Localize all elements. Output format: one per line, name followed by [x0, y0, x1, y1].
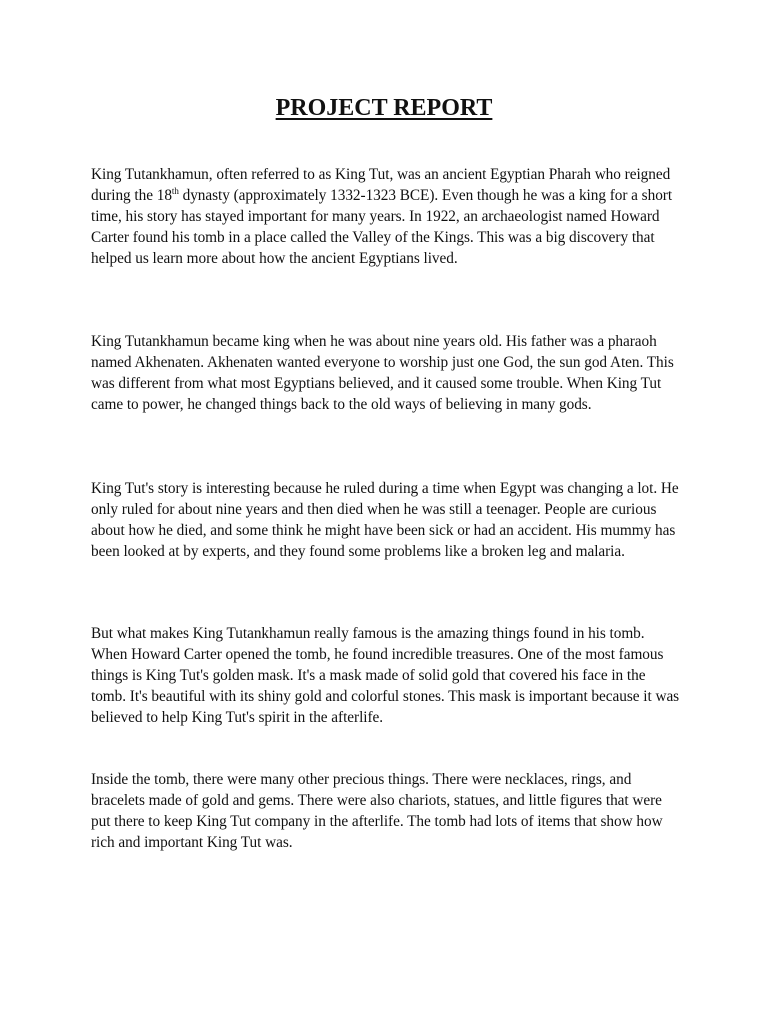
paragraph-tomb-treasures: Inside the tomb, there were many other precious things. There were necklaces, rings, and bracelets made of gold and gems. There were also chariots, statues, and little figures that were put there to keep King Tut company in the afterlife. The tomb had lots of items that show how rich and important King Tut was.: [91, 771, 663, 851]
paragraph-golden-mask: But what makes King Tutankhamun really famous is the amazing things found in his tomb. When Howard Carter opened the tomb, he found incredible treasures. One of the most famous things is King Tut's golden mask. It's a mask made of solid gold that covered his face in the tomb. It's beautiful with its shiny gold and colorful stones. This mask is important because it was believed to help King Tut's spirit in the afterlife.: [91, 625, 680, 726]
paragraph-reign-and-death: King Tut's story is interesting because he ruled during a time when Egypt was changing a lot. He only ruled for about nine years and then died when he was still a teenager. People are curious about how he died, and some think he might have been sick or had an accident. His mummy has been looked at by experts, and they found some problems like a broken leg and malaria.: [91, 480, 679, 560]
paragraph-intro-text-start: King Tutankhamun, often referred to as King Tut, was an ancient Egyptian Pharah who reigned during the 18: [91, 166, 671, 204]
paragraph-intro: [91, 164, 681, 269]
report-title: PROJECT REPORT: [275, 95, 493, 121]
ordinal-superscript: th: [171, 186, 179, 196]
paragraph-becoming-king: King Tutankhamun became king when he was about nine years old. His father was a pharaoh named Akhenaten. Akhenaten wanted everyone to worship just one God, the sun god Aten. This was different from what most Egyptians believed, and it caused some trouble. When King Tut came to power, he changed things back to the old ways of believing in many gods.: [91, 333, 674, 413]
paragraph-intro-text-end: dynasty (approximately 1332-1323 BCE). Even though he was a king for a short time, his story has stayed important for many years. In 1922, an archaeologist named Howard Carter found his tomb in a place called the Valley of the Kings. This was a big discovery that helped us learn more about how the ancient Egyptians lived.: [91, 187, 673, 267]
